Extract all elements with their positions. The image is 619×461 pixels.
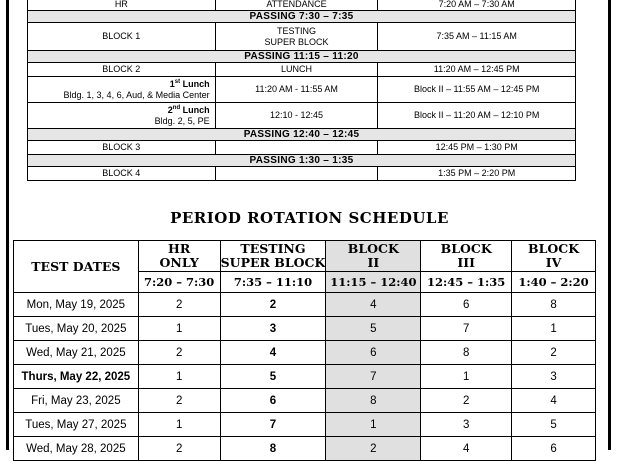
block-3-cell: 3 [421, 413, 512, 437]
lunch-buildings: Bldg. 2, 5, PE [154, 115, 210, 126]
testing-cell: 5 [220, 365, 326, 389]
hr-cell: 2 [138, 437, 220, 461]
date-cell: Wed, May 28, 2025 [14, 437, 139, 461]
block-3-cell: 8 [421, 341, 512, 365]
period-cell: BLOCK 1 [28, 23, 216, 51]
time-block-4: 1:40 – 2:20 [512, 272, 596, 293]
hr-cell: 2 [138, 293, 220, 317]
activity-line: SUPER BLOCK [264, 36, 329, 47]
time-block-2: 11:15 – 12:40 [326, 272, 421, 293]
activity-cell [215, 167, 378, 181]
block-4-cell: 3 [512, 365, 596, 389]
time-cell: 7:20 AM – 7:30 AM [378, 0, 576, 11]
block-4-cell: 8 [512, 293, 596, 317]
table-row [14, 365, 596, 389]
lunch-time-cell: 12:10 - 12:45 [215, 103, 378, 129]
header-line: II [367, 255, 380, 270]
block-3-cell: 2 [421, 389, 512, 413]
header-testing [220, 241, 326, 272]
time-block-3: 12:45 – 1:35 [421, 272, 512, 293]
date-cell: Thurs, May 22, 2025 [14, 365, 139, 389]
header-hr-only [138, 241, 220, 272]
activity-line: TESTING [276, 25, 316, 36]
date-cell: Tues, May 27, 2025 [14, 413, 139, 437]
table-row [28, 167, 576, 181]
lunch-buildings: Bldg. 1, 3, 4, 6, Aud, & Media Center [63, 89, 210, 100]
table-row [28, 0, 576, 11]
passing-label: PASSING 1:30 – 1:35 [28, 155, 576, 167]
header-test-dates: TEST DATES [14, 241, 139, 293]
header-block-2 [326, 241, 421, 272]
header-row [14, 241, 596, 272]
block-2-cell: 2 [326, 437, 421, 461]
rotation-table [13, 240, 596, 461]
testing-cell: 7 [220, 413, 326, 437]
header-block-3 [421, 241, 512, 272]
hr-cell: 1 [138, 413, 220, 437]
block-3-cell: 7 [421, 317, 512, 341]
block-2-cell: 7 [326, 365, 421, 389]
lunch-time-cell: 11:20 AM - 11:55 AM [215, 77, 378, 103]
block-3-cell: 4 [421, 437, 512, 461]
header-line: SUPER BLOCK [220, 255, 326, 270]
block-time-cell: Block II – 11:55 AM – 12:45 PM [378, 77, 576, 103]
block-3-cell: 1 [421, 365, 512, 389]
activity-cell [215, 23, 378, 51]
table-row [14, 389, 596, 413]
second-lunch-cell [28, 103, 216, 129]
table-row [14, 293, 596, 317]
table-row [28, 63, 576, 77]
time-cell: 1:35 PM – 2:20 PM [378, 167, 576, 181]
date-cell: Fri, May 23, 2025 [14, 389, 139, 413]
date-cell: Wed, May 21, 2025 [14, 341, 139, 365]
table-row [14, 341, 596, 365]
header-line: TESTING [240, 241, 306, 256]
period-cell: HR [28, 0, 216, 11]
passing-row [28, 51, 576, 63]
period-cell: BLOCK 4 [28, 167, 216, 181]
time-hr: 7:20 – 7:30 [138, 272, 220, 293]
period-cell: BLOCK 2 [28, 63, 216, 77]
lunch-heading: 2nd Lunch [167, 104, 210, 115]
time-cell: 11:20 AM – 12:45 PM [378, 63, 576, 77]
passing-label: PASSING 11:15 – 11:20 [28, 51, 576, 63]
table-row [14, 317, 596, 341]
header-line: BLOCK [440, 241, 492, 256]
time-cell: 7:35 AM – 11:15 AM [378, 23, 576, 51]
block-2-cell: 1 [326, 413, 421, 437]
header-block-4 [512, 241, 596, 272]
passing-row [28, 11, 576, 23]
time-cell: 12:45 PM – 1:30 PM [378, 141, 576, 155]
rotation-body [14, 293, 596, 461]
header-line: BLOCK [528, 241, 580, 256]
block-4-cell: 2 [512, 341, 596, 365]
table-row [14, 413, 596, 437]
passing-row [28, 129, 576, 141]
hr-cell: 1 [138, 365, 220, 389]
activity-cell: ATTENDANCE [215, 0, 378, 11]
testing-cell: 6 [220, 389, 326, 413]
activity-cell [215, 141, 378, 155]
block-4-cell: 6 [512, 437, 596, 461]
block-2-cell: 4 [326, 293, 421, 317]
table-row [28, 23, 576, 51]
block-2-cell: 6 [326, 341, 421, 365]
date-cell: Tues, May 20, 2025 [14, 317, 139, 341]
header-line: III [457, 255, 475, 270]
table-row [28, 77, 576, 103]
header-line: ONLY [159, 255, 199, 270]
activity-cell: LUNCH [215, 63, 378, 77]
testing-cell: 4 [220, 341, 326, 365]
header-line: HR [168, 241, 191, 256]
block-time-cell: Block II – 11:20 AM – 12:10 PM [378, 103, 576, 129]
testing-cell: 8 [220, 437, 326, 461]
block-4-cell: 1 [512, 317, 596, 341]
table-row [28, 141, 576, 155]
first-lunch-cell [28, 77, 216, 103]
testing-cell: 3 [220, 317, 326, 341]
block-2-cell: 5 [326, 317, 421, 341]
date-cell: Mon, May 19, 2025 [14, 293, 139, 317]
hr-cell: 1 [138, 317, 220, 341]
header-line: BLOCK [347, 241, 399, 256]
testing-cell: 2 [220, 293, 326, 317]
period-cell: BLOCK 3 [28, 141, 216, 155]
block-3-cell: 6 [421, 293, 512, 317]
passing-row [28, 155, 576, 167]
header-line: IV [545, 255, 562, 270]
time-testing: 7:35 – 11:10 [220, 272, 326, 293]
block-4-cell: 5 [512, 413, 596, 437]
table-row [28, 103, 576, 129]
hr-cell: 2 [138, 389, 220, 413]
block-2-cell: 8 [326, 389, 421, 413]
rotation-title: PERIOD ROTATION SCHEDULE [170, 209, 449, 227]
lunch-heading: 1st Lunch [169, 78, 210, 89]
table-row [14, 437, 596, 461]
block-4-cell: 4 [512, 389, 596, 413]
hr-cell: 2 [138, 341, 220, 365]
passing-label: PASSING 7:30 – 7:35 [28, 11, 576, 23]
passing-label: PASSING 12:40 – 12:45 [28, 129, 576, 141]
bell-schedule-table [27, 0, 576, 181]
